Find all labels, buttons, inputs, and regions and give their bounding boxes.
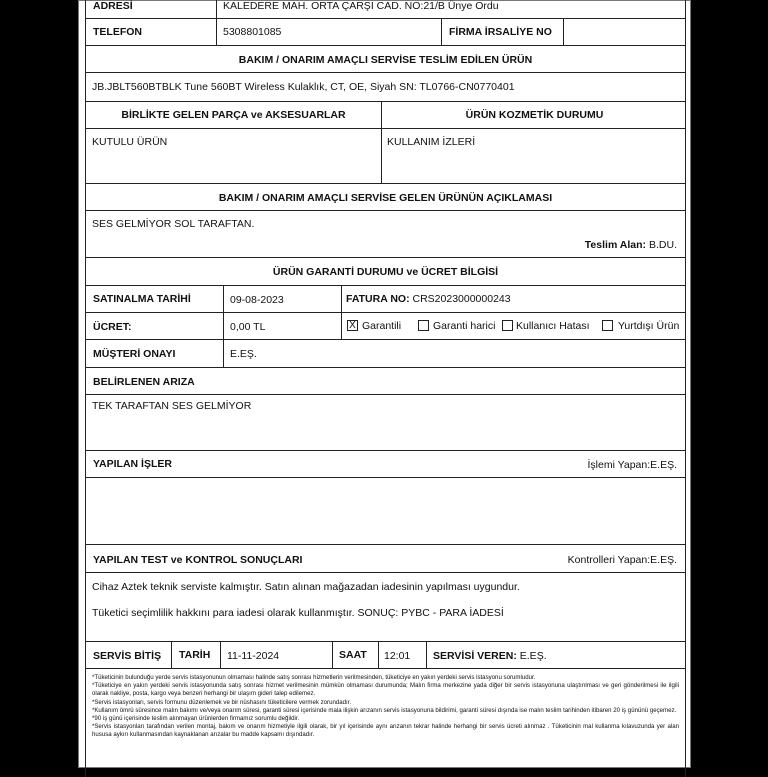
warranty-option-label: Garanti harici bbox=[433, 320, 496, 332]
received-by bbox=[585, 239, 677, 251]
legal-note: *Servis istasyonları, servis formunu düzenlemek ve bir nüshasını tüketicilere vermek zorundadır. bbox=[92, 698, 352, 706]
waybill-label: FİRMA İRSALİYE NO bbox=[449, 26, 552, 38]
phone-value: 5308801085 bbox=[223, 26, 282, 38]
test-by: Kontrolleri Yapan:E.EŞ. bbox=[567, 554, 677, 566]
address-row bbox=[85, 0, 686, 19]
work-header-row bbox=[85, 451, 686, 478]
legal-note: *90 iş günü içerisinde teslim alınmayan ürünlerden firmamız sorumlu değildir. bbox=[92, 715, 300, 723]
invoice bbox=[346, 293, 511, 305]
accessories-cosmetic-row bbox=[85, 129, 686, 184]
legal-note: *Tüketicinin bulunduğu yerde servis istasyonunun olmaması halinde satış sonrası hizmetlerin verilmesinden, tüketiciye en yakın yerdeki servis istasyonu sorumludur. bbox=[92, 674, 536, 681]
service-end-label: SERVİS BİTİŞ bbox=[93, 650, 162, 662]
served-by-label: SERVİSİ VEREN: bbox=[433, 650, 517, 662]
fault-header-row bbox=[85, 368, 686, 395]
description-header-row bbox=[85, 184, 686, 211]
phone-label: TELEFON bbox=[93, 26, 142, 38]
address-value: KALEDERE MAH. ORTA ÇARŞI CAD. NO:21/B Ünye Ordu bbox=[223, 0, 499, 12]
warranty-checkbox-garanti-harici[interactable] bbox=[418, 320, 429, 331]
served-by bbox=[433, 650, 547, 662]
time-value: 12:01 bbox=[384, 650, 411, 662]
fault-value: TEK TARAFTAN SES GELMİYOR bbox=[92, 400, 252, 412]
test-header: YAPILAN TEST ve KONTROL SONUÇLARI bbox=[93, 554, 303, 566]
served-by-value: E.EŞ. bbox=[519, 650, 547, 662]
received-by-label: Teslim Alan: bbox=[584, 239, 647, 251]
fault-row bbox=[85, 395, 686, 451]
warranty-option-label: Yurtdışı Ürün bbox=[618, 320, 680, 332]
test-header-row bbox=[85, 545, 686, 573]
warranty-option-label: Kullanıcı Hatası bbox=[516, 320, 590, 332]
date-value: 11-11-2024 bbox=[227, 650, 280, 662]
warranty-checkbox-yurtdisi-urun[interactable] bbox=[602, 320, 613, 331]
legal-note: *Servis istasyonları tarafından verilen montaj, bakım ve onarım hizmetiyle ilgili olarak, bir yıl içerisinde aynı arızanın tekrar halinde herhangi bir servis ücreti alınmaz . Tüketicinin mal kullanma kılavuzunda yer alan hususa aykırı kullanmasından kaynaklanan arızalar bu madde kapsamı dışındadır. bbox=[92, 723, 679, 739]
service-end-row bbox=[85, 642, 686, 669]
accessories-cosmetic-header-row bbox=[85, 102, 686, 129]
test-line-1: Cihaz Aztek teknik serviste kalmıştır. Satın alınan mağazadan iadesinin yapılması uygundur. bbox=[92, 581, 520, 593]
cosmetic-header: ÜRÜN KOZMETİK DURUMU bbox=[465, 109, 604, 121]
accessories-value: KUTULU ÜRÜN bbox=[92, 136, 168, 148]
received-by-value: B.DU. bbox=[648, 239, 677, 251]
product-row bbox=[85, 73, 686, 102]
service-form bbox=[85, 0, 686, 768]
invoice-value: CRS2023000000243 bbox=[412, 293, 511, 305]
cosmetic-value: KULLANIM İZLERİ bbox=[387, 136, 476, 148]
warranty-header: ÜRÜN GARANTİ DURUMU ve ÜCRET BİLGİSİ bbox=[272, 266, 499, 278]
fee-row bbox=[85, 313, 686, 340]
fee-value: 0,00 TL bbox=[230, 321, 266, 333]
purchase-date-label: SATINALMA TARİHİ bbox=[93, 293, 191, 305]
warranty-option-label: Garantili bbox=[362, 320, 402, 332]
test-content-row bbox=[85, 573, 686, 642]
warranty-checkbox-kullanici-hatasi[interactable] bbox=[502, 320, 513, 331]
fee-label: ÜCRET: bbox=[93, 321, 132, 333]
legal-note: *Tüketiciye en yakın yerdeki servis istasyonunda satış sonrası hizmet verilmesinin mümkün olmaması durumunda; Malın firma merkezine yada diğer bir servis istasyonuna ulaştırılması ve geri gönderilmesi ile ilgili olarak nakliye, posta, kargo veya benzeri herhangi bir ulaşım gideri talep edilemez. bbox=[92, 682, 679, 698]
customer-approval-label: MÜŞTERİ ONAYI bbox=[93, 348, 176, 360]
date-label: TARİH bbox=[179, 649, 211, 661]
legal-text bbox=[92, 674, 679, 740]
warranty-checkbox-garantili[interactable]: X bbox=[347, 320, 358, 331]
product-header-row bbox=[85, 46, 686, 73]
warranty-header-row bbox=[85, 258, 686, 286]
legal-notes bbox=[85, 669, 686, 777]
time-label: SAAT bbox=[339, 649, 367, 661]
address-label: ADRESİ bbox=[93, 0, 133, 12]
description-row bbox=[85, 211, 686, 258]
work-by: İşlemi Yapan:E.EŞ. bbox=[587, 459, 677, 471]
description-value: SES GELMİYOR SOL TARAFTAN. bbox=[92, 218, 255, 230]
document-page bbox=[78, 0, 691, 768]
phone-row bbox=[85, 19, 686, 46]
work-header: YAPILAN İŞLER bbox=[93, 458, 172, 470]
accessories-header: BİRLİKTE GELEN PARÇA ve AKSESUARLAR bbox=[121, 109, 346, 121]
product-value: JB.JBLT560BTBLK Tune 560BT Wireless Kulaklık, CT, OE, Siyah SN: TL0766-CN0770401 bbox=[92, 81, 515, 93]
legal-note: *Kullanım ömrü süresince malın bakımı ve/veya onarım süresi, garanti süresi içerisinde mala ilişkin arızanın servis istasyonuna bildirimi, garanti süresi dışında ise malın teslim tarihinden itibaren 20 iş gününü geçemez. bbox=[92, 706, 677, 714]
fault-header: BELİRLENEN ARIZA bbox=[93, 376, 195, 388]
purchase-date-value: 09-08-2023 bbox=[230, 294, 284, 306]
test-line-2: Tüketici seçimlilik hakkını para iadesi olarak kullanmıştır. SONUÇ: PYBC - PARA İADESİ bbox=[92, 607, 504, 619]
work-content-row bbox=[85, 478, 686, 545]
customer-approval-row bbox=[85, 340, 686, 368]
product-header: BAKIM / ONARIM AMAÇLI SERVİSE TESLİM EDİLEN ÜRÜN bbox=[238, 54, 533, 66]
customer-approval-value: E.EŞ. bbox=[230, 348, 257, 360]
purchase-row bbox=[85, 286, 686, 313]
invoice-label: FATURA NO: bbox=[346, 293, 410, 305]
description-header: BAKIM / ONARIM AMAÇLI SERVİSE GELEN ÜRÜNÜN AÇIKLAMASI bbox=[218, 192, 553, 204]
